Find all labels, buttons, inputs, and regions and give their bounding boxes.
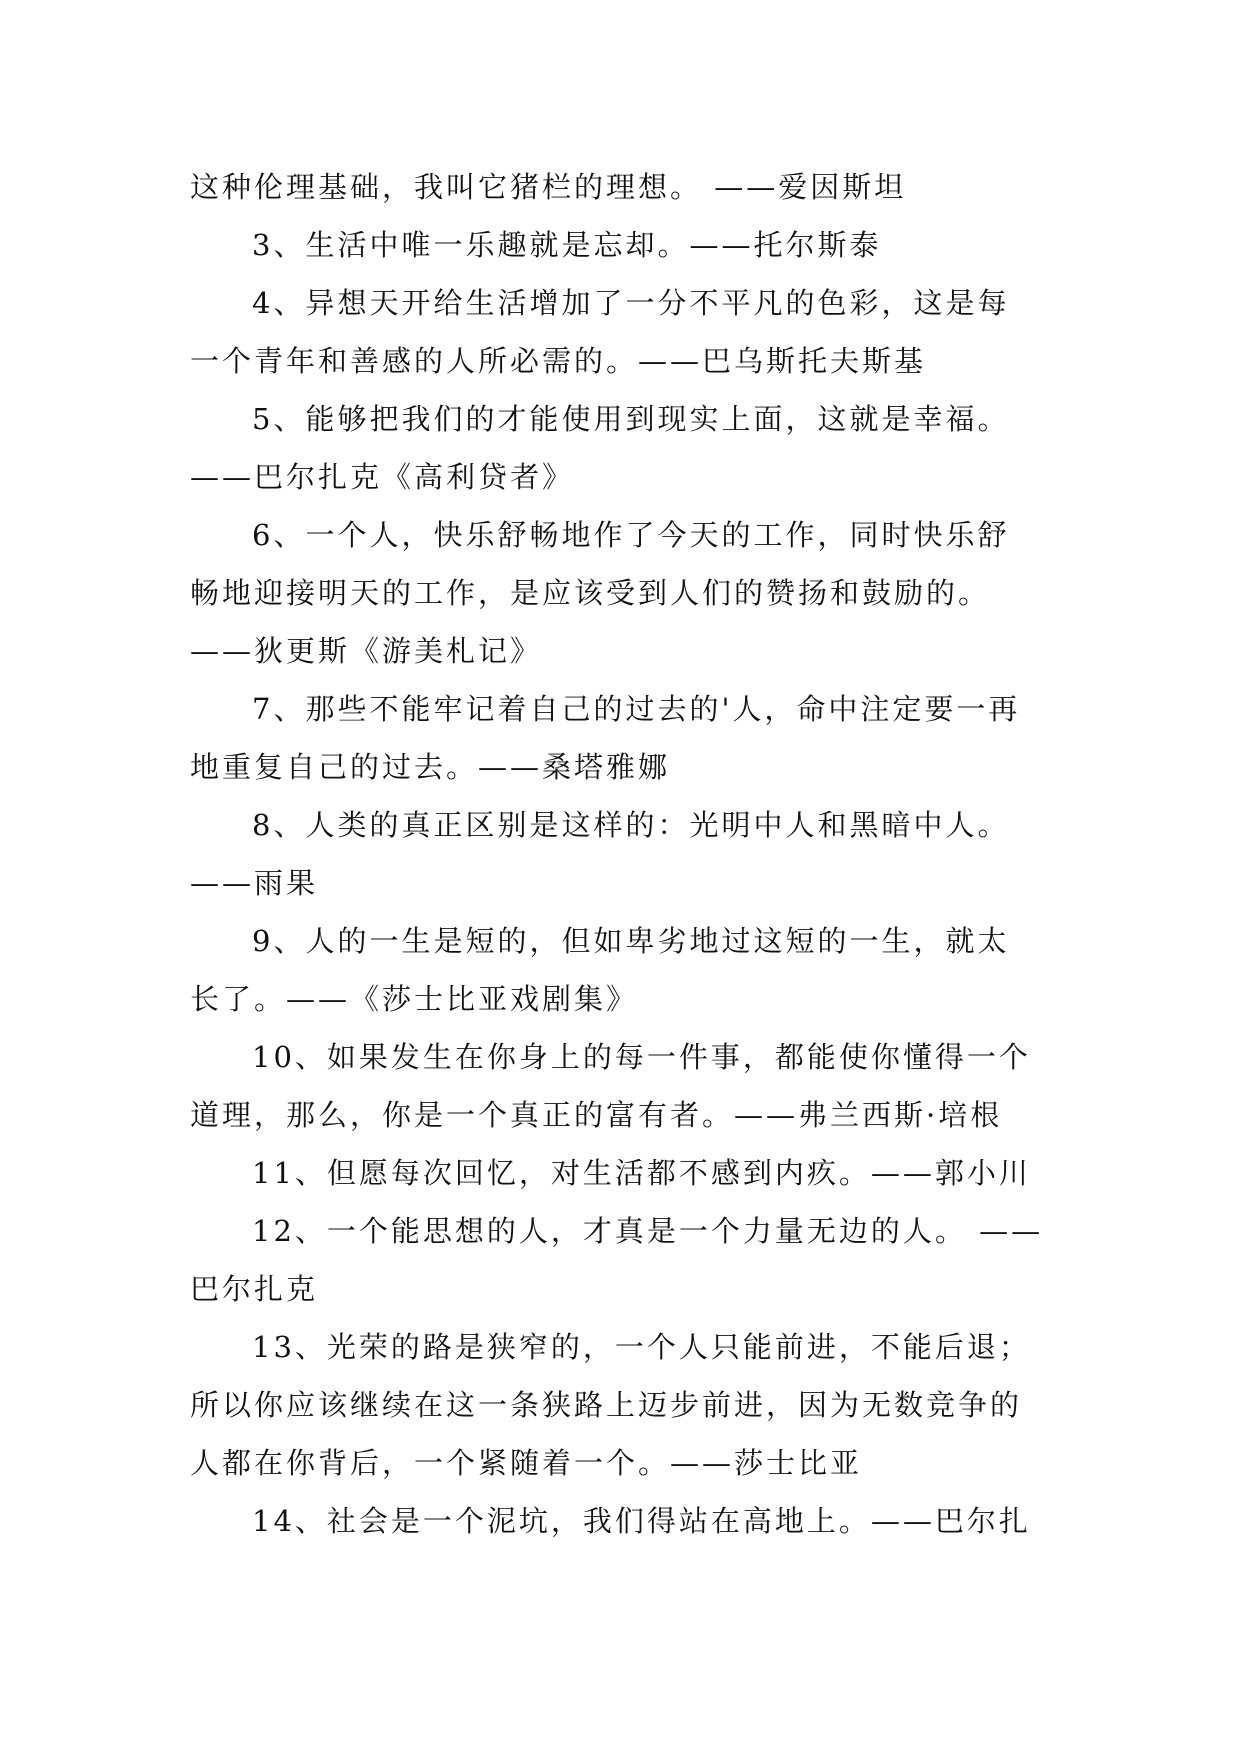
text-line: 12、一个能思想的人，才真是一个力量无边的人。 —— [252, 1214, 1044, 1248]
text-line: ——狄更斯《游美札记》 [190, 634, 543, 668]
text-line: 长了。——《莎士比亚戏剧集》 [190, 982, 639, 1016]
text-line: 4、异想天开给生活增加了一分不平凡的色彩，这是每 [252, 286, 1010, 320]
text-line: 巴尔扎克 [190, 1272, 319, 1306]
text-line: 13、光荣的路是狭窄的，一个人只能前进，不能后退； [252, 1330, 1031, 1364]
text-line: 所以你应该继续在这一条狭路上迈步前进，因为无数竞争的 [190, 1388, 1023, 1422]
text-line: 14、社会是一个泥坑，我们得站在高地上。——巴尔扎 [252, 1504, 1031, 1538]
text-line: 6、一个人，快乐舒畅地作了今天的工作，同时快乐舒 [252, 518, 1010, 552]
text-line: 畅地迎接明天的工作，是应该受到人们的赞扬和鼓励的。 [190, 576, 991, 610]
text-line: 道理，那么，你是一个真正的富有者。——弗兰西斯·培根 [190, 1098, 1003, 1132]
text-line: ——雨果 [190, 866, 319, 900]
text-line: 9、人的一生是短的，但如卑劣地过这短的一生，就太 [252, 924, 1010, 958]
text-line: 10、如果发生在你身上的每一件事，都能使你懂得一个 [252, 1040, 1031, 1074]
text-line: 11、但愿每次回忆，对生活都不感到内疚。——郭小川 [252, 1156, 1031, 1190]
text-line: 地重复自己的过去。——桑塔雅娜 [190, 750, 671, 784]
text-line: 7、那些不能牢记着自己的过去的'人，命中注定要一再 [252, 692, 1021, 726]
text-line: 5、能够把我们的才能使用到现实上面，这就是幸福。 [252, 402, 1010, 436]
text-line: 8、人类的真正区别是这样的：光明中人和黑暗中人。 [252, 808, 1010, 842]
text-line: 3、生活中唯一乐趣就是忘却。——托尔斯泰 [252, 228, 882, 262]
text-line: ——巴尔扎克《高利贷者》 [190, 460, 575, 494]
quote-text-block [190, 158, 1050, 1550]
text-line: 一个青年和善感的人所必需的。——巴乌斯托夫斯基 [190, 344, 927, 378]
text-line: 人都在你背后，一个紧随着一个。——莎士比亚 [190, 1446, 863, 1480]
text-line: 这种伦理基础，我叫它猪栏的理想。 ——爱因斯坦 [190, 170, 907, 204]
